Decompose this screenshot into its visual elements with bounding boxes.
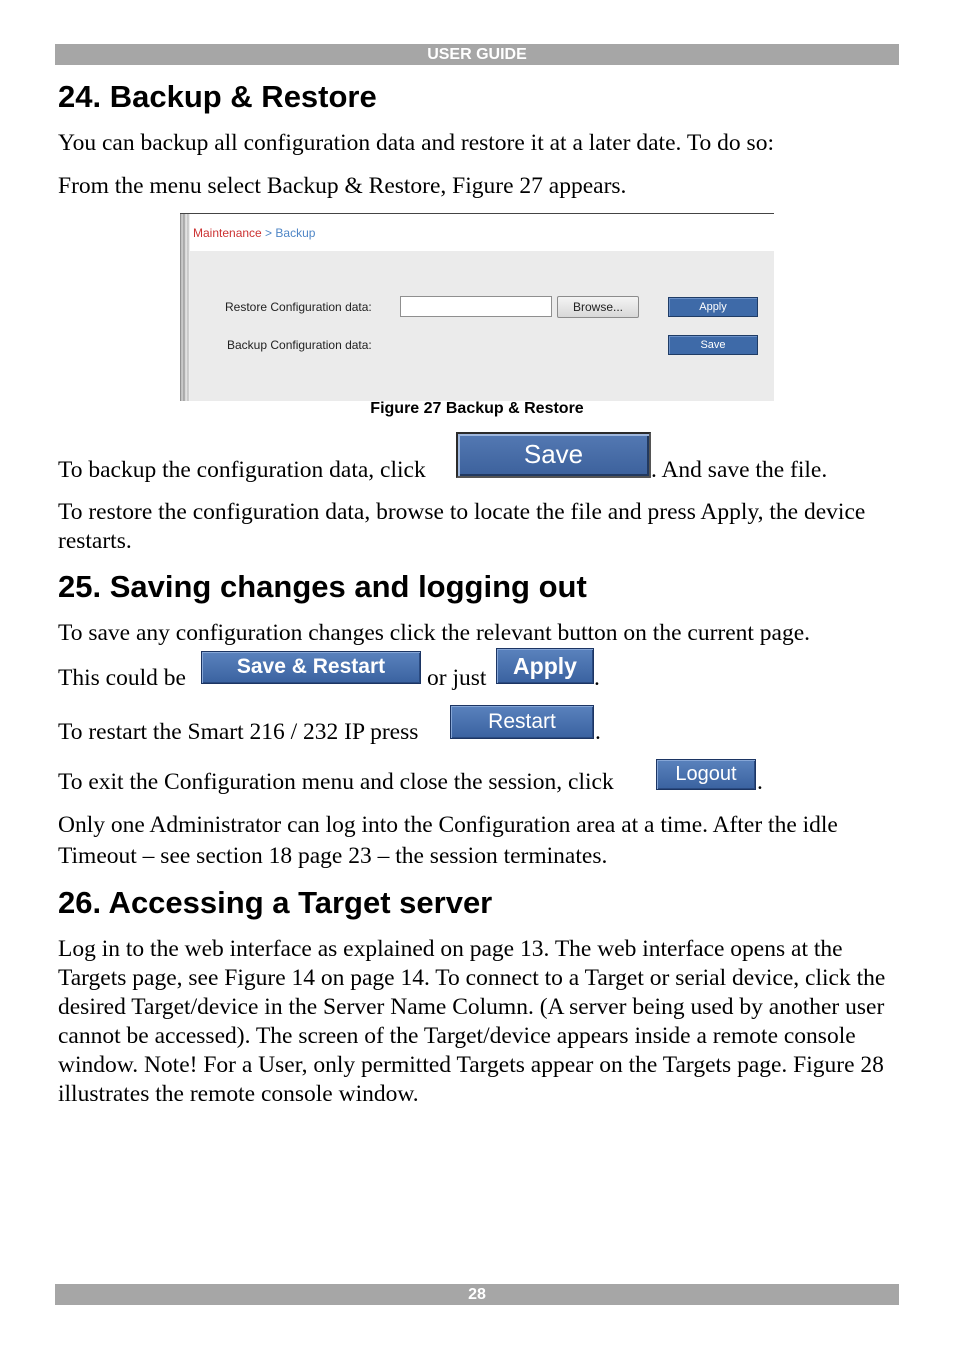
figure-27-caption: Figure 27 Backup & Restore bbox=[370, 400, 584, 417]
footer-bar bbox=[55, 1284, 899, 1305]
restart-instruction: To restart the Smart 216 / 232 IP press bbox=[58, 719, 419, 745]
section-24-menu-instruction: From the menu select Backup & Restore, Figure 27 appears. bbox=[58, 173, 627, 199]
exit-instruction: To exit the Configuration menu and close the session, click bbox=[58, 769, 614, 795]
admin-note-line-1: Only one Administrator can log into the Configuration area at a time. After the idle bbox=[58, 812, 838, 838]
figure-save-button: Save bbox=[668, 335, 758, 355]
admin-note-line-2: Timeout – see section 18 page 23 – the session terminates. bbox=[58, 843, 608, 869]
backup-instruction-before: To backup the configuration data, click bbox=[58, 457, 426, 483]
page-number: 28 bbox=[468, 1286, 486, 1303]
breadcrumb-separator: > bbox=[261, 226, 276, 240]
period-text: . bbox=[595, 719, 601, 745]
section-25-heading: 25. Saving changes and logging out bbox=[58, 569, 587, 604]
backup-instruction-after: . And save the file. bbox=[651, 457, 828, 483]
save-button-image: Save bbox=[456, 432, 651, 478]
breadcrumb-backup: Backup bbox=[275, 226, 316, 240]
figure-apply-button: Apply bbox=[668, 297, 758, 317]
section-26-body: Log in to the web interface as explained on page 13. The web interface opens at the Targets page, see Figure 14 on page 14. To connect to a Target or serial device, click the desired Target/device in the Server Name Column. (A server being used by another user cannot be accessed). The screen of the Target/device appears inside a remote console window. Note! For a User, only permitted Targets appear on the Targets page. Figure 28 illustrates the remote console window. bbox=[58, 936, 886, 1107]
header-label: USER GUIDE bbox=[427, 46, 527, 63]
section-26-heading: 26. Accessing a Target server bbox=[58, 885, 493, 920]
section-25-intro: To save any configuration changes click the relevant button on the current page. bbox=[58, 620, 811, 646]
period-text: . bbox=[757, 769, 763, 795]
or-just-text: or just bbox=[427, 665, 487, 691]
restore-instruction: To restore the configuration data, browse to locate the file and press Apply, the device restarts. bbox=[58, 499, 866, 554]
backup-config-label: Backup Configuration data: bbox=[227, 338, 372, 352]
apply-button-image: Apply bbox=[496, 648, 594, 684]
figure-27-screenshot bbox=[180, 213, 774, 401]
logout-button-image: Logout bbox=[656, 759, 756, 790]
restart-button-image: Restart bbox=[450, 705, 594, 739]
section-24-heading: 24. Backup & Restore bbox=[58, 79, 377, 114]
restore-config-label: Restore Configuration data: bbox=[225, 300, 372, 314]
breadcrumb bbox=[193, 226, 315, 240]
section-24-intro: You can backup all configuration data and restore it at a later date. To do so: bbox=[58, 130, 774, 156]
save-restart-button-image: Save & Restart bbox=[201, 651, 421, 684]
period-text: . bbox=[594, 665, 600, 691]
figure-frame-edge bbox=[180, 214, 190, 401]
browse-button: Browse... bbox=[557, 296, 639, 318]
breadcrumb-maintenance: Maintenance bbox=[193, 226, 262, 240]
header-bar bbox=[55, 44, 899, 65]
could-be-text: This could be bbox=[58, 665, 186, 691]
restore-file-input bbox=[400, 296, 552, 317]
